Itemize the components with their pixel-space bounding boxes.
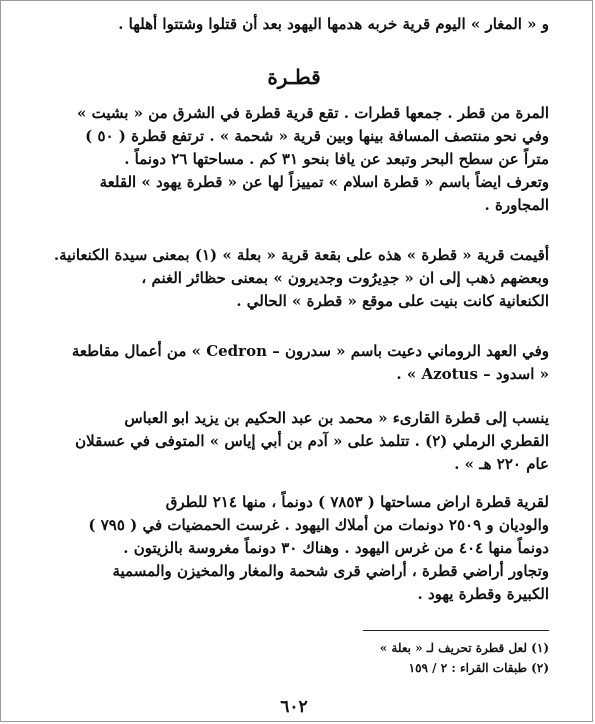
section-title: قطـرة — [267, 65, 321, 89]
paragraph-3-line-2: « اسدود – Azotus » . — [396, 365, 549, 383]
intro-line: و « المغار » اليوم قرية خربه هدمها اليهود بعد أن قتلوا وشتتوا أهلها . — [118, 15, 549, 33]
paragraph-1-line-5: المجاورة . — [484, 196, 549, 214]
paragraph-5-line-2: والوديان و ٢٥٠٩ دونمات من أملاك اليهود . غرست الحمضيات في ( ٧٩٥ ) — [88, 516, 549, 534]
paragraph-4-line-3: عام ٢٢٠ هـ » . — [454, 455, 549, 473]
paragraph-5-line-1: لقرية قطرة اراض مساحتها ( ٧٨٥٣ ) دونماً ، منها ٢١٤ للطرق — [165, 493, 549, 511]
footnote-2: (٢) طبقات القراء : ٢ / ١٥٩ — [408, 661, 549, 675]
paragraph-1-line-2: وفي نحو منتصف المسافة بينها وبين قرية « شحمة » . ترتفع قطرة ( ٥٠ ) — [85, 127, 549, 145]
paragraph-1-line-3: متراً عن سطح البحر وتبعد عن يافا بنحو ٣١ كم . مساحتها ٢٦ دونماً . — [124, 150, 549, 168]
paragraph-4-line-2: القطري الرملي (٢) . تتلمذ على « آدم بن أبي إياس » المتوفى في عسقلان — [75, 432, 549, 450]
paragraph-5-line-5: الكبيرة وقطرة يهود . — [417, 585, 549, 603]
paragraph-2-line-3: الكنعانية كانت بنيت على موقع « قطرة » الحالي . — [236, 292, 549, 310]
paragraph-2-line-2: وبعضهم ذهب إلى ان « جدِيرُوت وجديرون » بمعنى حظائر الغنم ، — [141, 269, 549, 287]
footnote-separator — [363, 630, 549, 631]
paragraph-2-line-1: أقيمت قرية « قطرة » هذه على بقعة قرية « بعلة » (١) بمعنى سيدة الكنعانية. — [53, 246, 549, 264]
paragraph-1-line-4: وتعرف ايضاً باسم « قطرة اسلام » تمييزاً لها عن « قطرة يهود » القلعة — [99, 173, 549, 191]
paragraph-3-line-1: وفي العهد الروماني دعيت باسم « سدرون – Cedron » من أعمال مقاطعة — [71, 342, 549, 360]
paragraph-5-line-4: وتجاور أراضي قطرة ، أراضي قرى شحمة والمغار والمخيزن والمسمية — [112, 562, 549, 580]
paragraph-4-line-1: ينسب إلى قطرة القارىء « محمد بن عبد الحكيم بن يزيد ابو العباس — [124, 409, 549, 427]
paragraph-5-line-3: دونماً منها ٤٠٤ من غرس اليهود . وهناك ٣٠ دونماً مغروسة بالزيتون . — [123, 539, 549, 557]
paragraph-1-line-1: المرة من قطر . جمعها قطرات . تقع قرية قطرة في الشرق من « بشيت » — [77, 104, 549, 122]
footnote-1: (١) لعل قطرة تحريف لـ « بعلة » — [379, 641, 549, 655]
page-number: ٦٠٢ — [280, 697, 308, 717]
book-page — [39, 3, 549, 723]
